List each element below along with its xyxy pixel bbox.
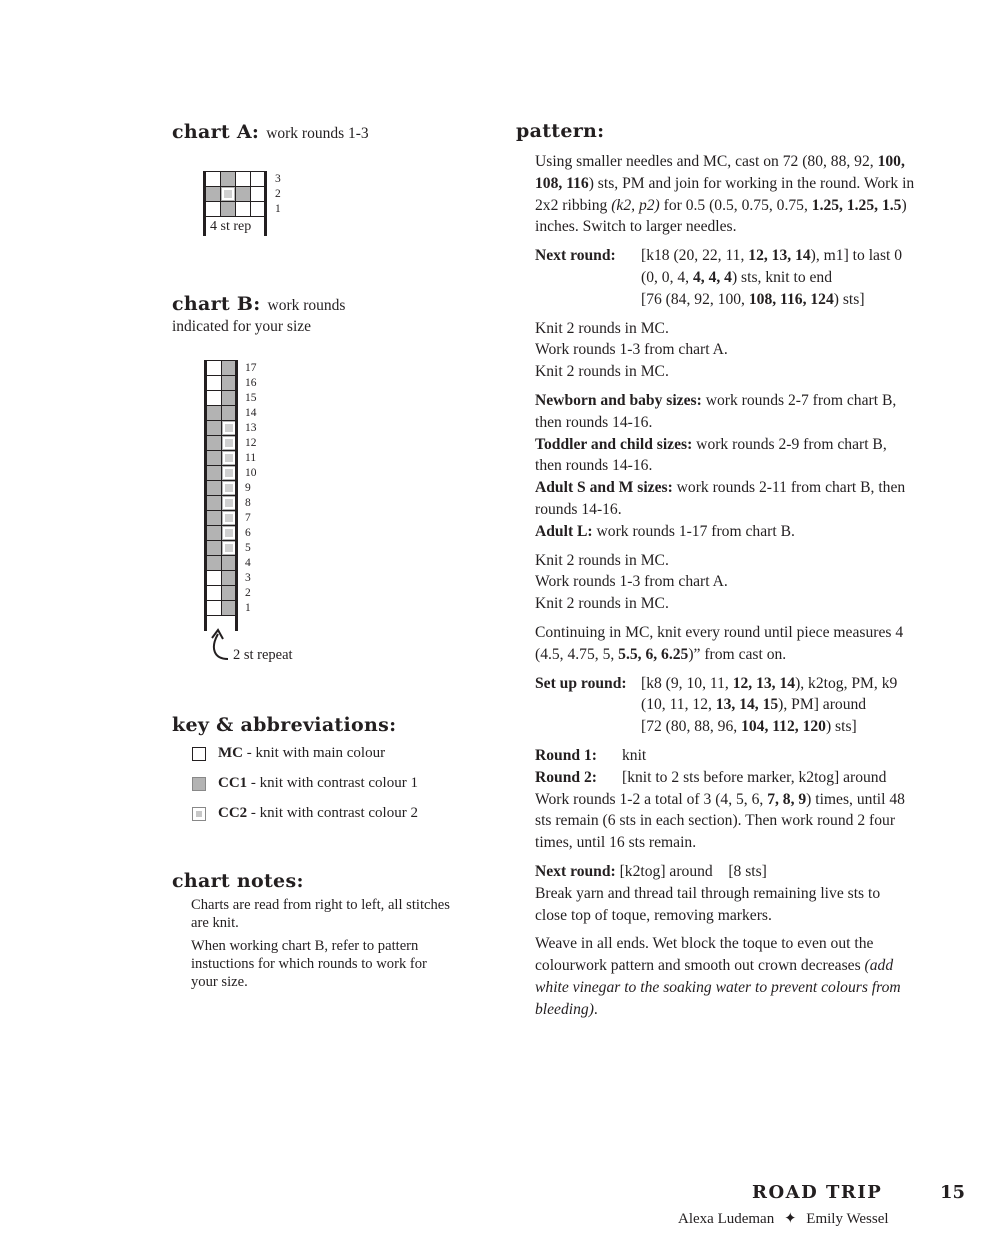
chart-a-bottom-rule: [203, 216, 267, 217]
chart-notes-p1: Charts are read from right to left, all stitches are knit.: [191, 897, 450, 931]
footer-title: ROAD TRIP: [752, 1182, 883, 1203]
chart-notes-heading: chart notes:: [172, 870, 304, 892]
author-1: Alexa Ludeman: [678, 1211, 775, 1227]
chart-b-repeat-label: 2 st repeat: [233, 647, 293, 663]
chart-b-cell-cc1: [206, 450, 222, 466]
work-rounds-paragraph: Work rounds 1-2 a total of 3 (4, 5, 6, 7, 8, 9) times, until 48 sts remain (6 sts in each section). Then work round 2 four times, until 16 sts remain.: [535, 790, 905, 852]
chart-b-row-number: 16: [245, 377, 257, 389]
chart-b-row-number: 17: [245, 362, 257, 374]
break-yarn: Break yarn and thread tail through remaining live sts to close top of toque, removing markers.: [535, 884, 881, 924]
chart-b-bottom-rule: [204, 615, 238, 616]
next-round-2: Next round: [k2tog] around [8 sts]: [535, 862, 767, 880]
chart-b-row-number: 4: [245, 557, 251, 569]
chart-b-row-number: 8: [245, 497, 251, 509]
size-adult-l: Adult L: work rounds 1-17 from chart B.: [535, 522, 795, 540]
key-heading: key & abbreviations:: [172, 714, 397, 736]
next-round-1: Next round: [k18 (20, 22, 11, 12, 13, 14), m1] to last 0 (0, 0, 4, 4, 4, 4) sts, knit to end [76 (84, 92, 100, 108, 116, 124) sts]: [535, 247, 903, 308]
chart-a-row-number: 1: [275, 203, 281, 215]
chart-b-cell-mc: [206, 360, 222, 376]
four-point-star-icon: ✦: [783, 1209, 797, 1227]
chart-b-row-number: 6: [245, 527, 251, 539]
chart-b-row-number: 2: [245, 587, 251, 599]
chart-a-cell-mc: [235, 201, 251, 217]
chart-a-row-number: 3: [275, 173, 281, 185]
curved-arrow-icon: [206, 624, 236, 664]
chart-b-cell-mc: [206, 390, 222, 406]
chart-b-row-number: 15: [245, 392, 257, 404]
chart-a-cell-mc: [205, 201, 221, 217]
chart-b-cell-cc1: [206, 480, 222, 496]
key-description: - knit with main colour: [243, 745, 386, 761]
chart-b-row-number: 7: [245, 512, 251, 524]
chart-b-cell-cc1: [206, 510, 222, 526]
chart-b-cell-mc: [206, 600, 222, 616]
key-abbr: CC1: [218, 775, 248, 791]
chart-b-row-number: 10: [245, 467, 257, 479]
chart-a-cell-cc1: [220, 171, 236, 187]
chart-b-row-number: 14: [245, 407, 257, 419]
chart-a-cell-mc: [235, 171, 251, 187]
key-item-cc1: [192, 775, 418, 792]
weave-paragraph: Weave in all ends. Wet block the toque to even out the colourwork pattern and smooth out crown decreases (add white vinegar to the soaking water to prevent colours from bleeding).: [535, 935, 901, 1018]
size-instructions: [535, 390, 915, 543]
size-toddler-child: Toddler and child sizes: work rounds 2-9 from chart B, then rounds 14-16.: [535, 435, 887, 475]
chart-a-cell-cc1: [235, 186, 251, 202]
key-item-cc2: [192, 805, 418, 822]
chart-b-cell-cc1: [206, 525, 222, 541]
chart-a-cell-cc2: [220, 186, 236, 202]
pattern-heading: pattern:: [516, 120, 605, 142]
finishing-section: [535, 861, 915, 926]
chart-b-cell-cc1: [206, 435, 222, 451]
chart-b-cell-cc1: [206, 465, 222, 481]
chart-b-cell-cc1: [206, 405, 222, 421]
chart-a-cell-mc: [205, 171, 221, 187]
round-2: Round 2: [knit to 2 sts before marker, k2tog] around: [535, 768, 887, 786]
chart-b-row-number: 13: [245, 422, 257, 434]
chart-notes-p2: When working chart B, refer to pattern instuctions for which rounds to work for your size.: [191, 938, 427, 990]
chart-b-cell-cc1: [206, 540, 222, 556]
chart-a-cell-cc1: [220, 201, 236, 217]
swatch-cc1-icon: [192, 777, 206, 791]
setup-round: Set up round: [k8 (9, 10, 11, 12, 13, 14), k2tog, PM, k9 (10, 11, 12, 13, 14, 15), PM] around [72 (80, 88, 96, 104, 112, 120) sts]: [535, 674, 898, 736]
block-1: Knit 2 rounds in MC. Work rounds 1-3 from chart A. Knit 2 rounds in MC.: [535, 319, 728, 381]
footer-authors: [678, 1209, 889, 1228]
chart-b-cell-mc: [206, 375, 222, 391]
chart-b-left-border: [204, 360, 207, 631]
page-number: 15: [940, 1182, 966, 1203]
chart-a-row-number: 2: [275, 188, 281, 200]
pattern-intro: Using smaller needles and MC, cast on 72 (80, 88, 92, 100, 108, 116) sts, PM and join for working in the round. Work in 2x2 ribbing (k2, p2) for 0.5 (0.5, 0.75, 0.75, 1.25, 1.25, 1.5) inches. Switch to larger needles.: [535, 153, 915, 236]
chart-b-title: chart B:: [172, 293, 261, 315]
author-2: Emily Wessel: [806, 1211, 889, 1227]
chart-a-title: chart A:: [172, 121, 260, 143]
swatch-cc2-icon: [192, 807, 206, 821]
chart-b-row-number: 9: [245, 482, 251, 494]
chart-b-row-number: 5: [245, 542, 251, 554]
key-description: - knit with contrast colour 2: [247, 805, 418, 821]
chart-a-right-border: [264, 171, 267, 236]
chart-a-subtitle: work rounds 1-3: [266, 125, 369, 142]
chart-b-subtitle-1: work rounds: [267, 297, 346, 314]
decrease-section: [535, 745, 915, 854]
chart-b-row-number: 11: [245, 452, 257, 464]
chart-b-cell-mc: [206, 585, 222, 601]
block-2: Knit 2 rounds in MC. Work rounds 1-3 from chart A. Knit 2 rounds in MC.: [535, 551, 728, 613]
chart-b-cell-cc1: [206, 420, 222, 436]
chart-b-grid: [204, 360, 257, 634]
chart-notes: [191, 896, 453, 991]
size-newborn-baby: Newborn and baby sizes: work rounds 2-7 from chart B, then rounds 14-16.: [535, 391, 897, 431]
chart-a-left-border: [203, 171, 206, 236]
chart-b-cell-cc1: [206, 495, 222, 511]
chart-b-heading: [172, 293, 345, 315]
chart-a-heading: [172, 121, 369, 143]
continuing-paragraph: Continuing in MC, knit every round until piece measures 4 (4.5, 4.75, 5, 5.5, 6, 6.25)” from cast on.: [535, 623, 904, 663]
pattern-body: [535, 151, 915, 1020]
swatch-mc-icon: [192, 747, 206, 761]
key-item-mc: [192, 745, 385, 762]
chart-b-cell-cc1: [206, 555, 222, 571]
key-abbr: CC2: [218, 805, 248, 821]
chart-b-right-border: [235, 360, 238, 631]
chart-b-row-number: 3: [245, 572, 251, 584]
chart-a-repeat-label: 4 st rep: [210, 219, 252, 234]
chart-b-cell-mc: [206, 570, 222, 586]
chart-b-subtitle-2: indicated for your size: [172, 318, 312, 335]
key-abbr: MC: [218, 745, 243, 761]
round-1: Round 1: knit: [535, 746, 647, 764]
chart-b-row-number: 1: [245, 602, 251, 614]
size-adult-s-m: Adult S and M sizes: work rounds 2-11 from chart B, then rounds 14-16.: [535, 479, 906, 518]
chart-a-cell-cc1: [205, 186, 221, 202]
chart-b-row-number: 12: [245, 437, 257, 449]
key-description: - knit with contrast colour 1: [247, 775, 418, 791]
